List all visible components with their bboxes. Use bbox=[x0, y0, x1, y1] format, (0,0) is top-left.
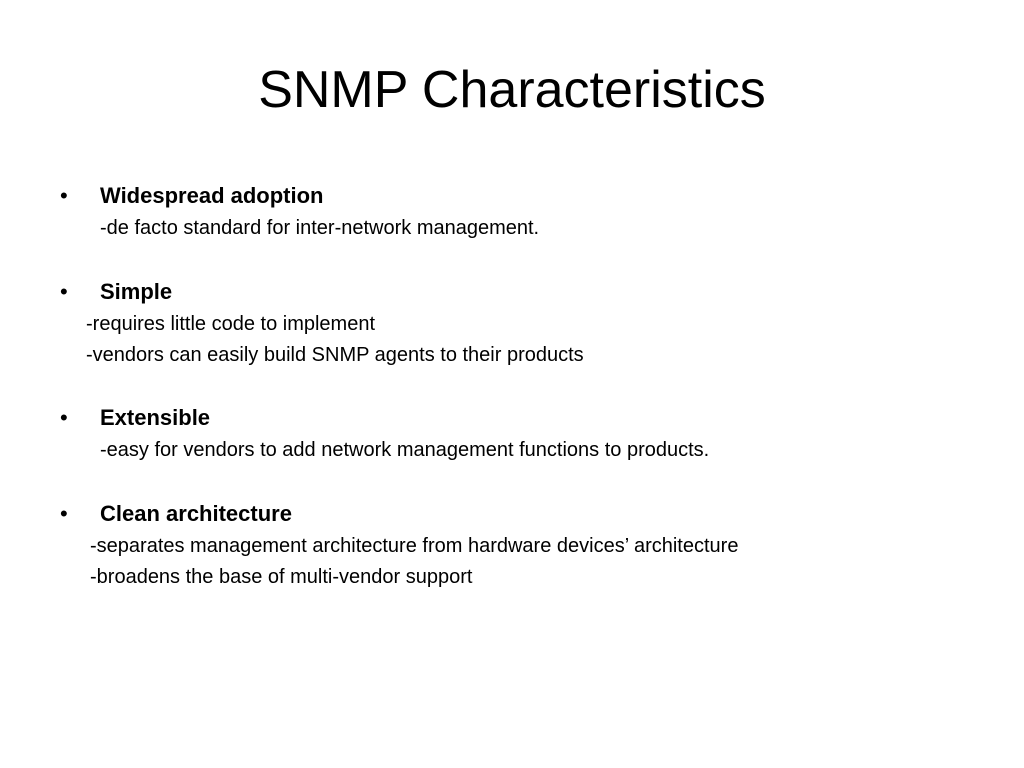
bullet-subline: -de facto standard for inter-network management. bbox=[100, 217, 540, 239]
bullet-heading: Extensible bbox=[100, 405, 211, 430]
bullet-subline: -broadens the base of multi-vendor support bbox=[90, 566, 473, 588]
bullet-subline: -requires little code to implement bbox=[86, 313, 376, 335]
bullet-item-extensible bbox=[60, 404, 210, 432]
bullet-marker: • bbox=[60, 405, 68, 430]
bullet-marker: • bbox=[60, 183, 68, 208]
bullet-subline: -easy for vendors to add network management functions to products. bbox=[100, 439, 710, 461]
bullet-heading: Widespread adoption bbox=[100, 183, 324, 208]
bullet-subline: -separates management architecture from hardware devices’ architecture bbox=[90, 535, 739, 557]
bullet-item-widespread-adoption bbox=[60, 182, 323, 210]
bullet-heading: Clean architecture bbox=[100, 501, 292, 526]
bullet-marker: • bbox=[60, 279, 68, 304]
bullet-subline: -vendors can easily build SNMP agents to their products bbox=[86, 344, 584, 366]
bullet-item-simple bbox=[60, 278, 172, 306]
bullet-marker: • bbox=[60, 501, 68, 526]
bullet-heading: Simple bbox=[100, 279, 173, 304]
slide-title: SNMP Characteristics bbox=[258, 61, 766, 119]
bullet-item-clean-architecture bbox=[60, 500, 292, 528]
